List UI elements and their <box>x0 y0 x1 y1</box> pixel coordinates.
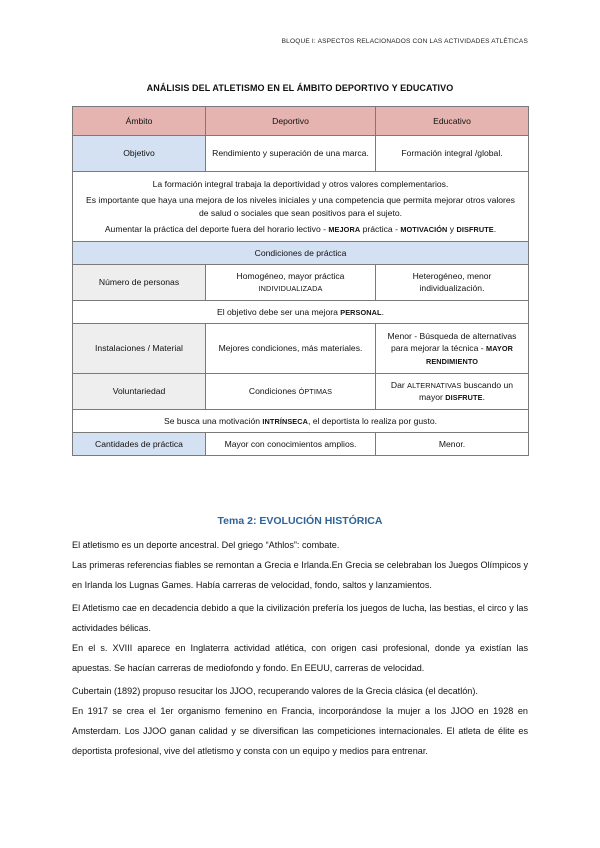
paragraph: En 1917 se crea el 1er organismo femenino en Francia, incorporándose la mujer a los JJOO en 1928 en Amsterdam. Los JJOO ganan calidad y se diversifican las competiciones internacionales. El atleta de élite es deportista profesional, vive del atletismo y consta con un equipo y medios para entrenar. <box>72 706 528 756</box>
instalaciones-deportivo: Mejores condiciones, más materiales. <box>206 323 376 373</box>
body-text <box>72 535 528 761</box>
formacion-p3: Aumentar la práctica del deporte fuera del horario lectivo - MEJORA práctica - MOTIVACIÓN y DISFRUTE. <box>104 224 497 235</box>
paragraph: Cubertain (1892) propuso resucitar los JJOO, recuperando valores de la Grecia clásica (el decatlón). <box>72 686 478 696</box>
table-row-condiciones <box>73 241 529 264</box>
page-header: BLOQUE I: ASPECTOS RELACIONADOS CON LAS ACTIVIDADES ATLÉTICAS <box>281 38 528 45</box>
motivacion-cell: Se busca una motivación INTRÍNSECA, el deportista lo realiza por gusto. <box>73 409 529 432</box>
header-deportivo: Deportivo <box>206 107 376 136</box>
voluntariedad-educativo: Dar ALTERNATIVAS buscando un mayor DISFRUTE. <box>376 373 529 409</box>
table-row-full-block <box>73 172 529 242</box>
table-header-row <box>73 107 529 136</box>
cantidades-educativo: Menor. <box>376 432 529 455</box>
condiciones-heading: Condiciones de práctica <box>73 241 529 264</box>
personas-deportivo: Homogéneo, mayor práctica INDIVIDUALIZADA <box>206 264 376 300</box>
paragraph: El Atletismo cae en decadencia debido a que la civilización prefería los juegos de lucha, las bestias, el circo y las actividades bélicas. <box>72 603 528 633</box>
table-row-personas <box>73 264 529 300</box>
header-educativo: Educativo <box>376 107 529 136</box>
table-row-instalaciones <box>73 323 529 373</box>
row-label-instalaciones: Instalaciones / Material <box>73 323 206 373</box>
table-row-objetivo-mejora <box>73 300 529 323</box>
document-title: ANÁLISIS DEL ATLETISMO EN EL ÁMBITO DEPORTIVO Y EDUCATIVO <box>146 83 454 93</box>
formacion-p1: La formación integral trabaja la deportividad y otros valores complementarios. <box>152 179 449 189</box>
row-label-cantidades: Cantidades de práctica <box>73 432 206 455</box>
table-row-cantidades <box>73 432 529 455</box>
formacion-integral-cell <box>73 172 529 242</box>
voluntariedad-deportivo: Condiciones ÓPTIMAS <box>206 373 376 409</box>
objetivo-deportivo: Rendimiento y superación de una marca. <box>206 136 376 172</box>
personas-educativo: Heterogéneo, menor individualización. <box>376 264 529 300</box>
row-label-objetivo: Objetivo <box>73 136 206 172</box>
instalaciones-educativo: Menor - Búsqueda de alternativas para mejorar la técnica - MAYOR RENDIMIENTO <box>376 323 529 373</box>
paragraph: El atletismo es un deporte ancestral. Del griego “Athlos”: combate. <box>72 540 340 550</box>
header-ambito: Ámbito <box>73 107 206 136</box>
comparison-table <box>72 106 529 456</box>
row-label-personas: Número de personas <box>73 264 206 300</box>
objetivo-educativo: Formación integral /global. <box>376 136 529 172</box>
table-row-objetivo <box>73 136 529 172</box>
formacion-p2: Es importante que haya una mejora de los niveles iniciales y una competencia que permita mejorar otros valores de salud o sociales que sean positivos para el sujeto. <box>86 195 515 218</box>
table-row-motivacion <box>73 409 529 432</box>
cantidades-deportivo: Mayor con conocimientos amplios. <box>206 432 376 455</box>
section-title: Tema 2: EVOLUCIÓN HISTÓRICA <box>217 515 383 527</box>
paragraph: Las primeras referencias fiables se remontan a Grecia e Irlanda.En Grecia se celebraban los Juegos Olímpicos y en Irlanda los Lugnas Games. Había carreras de velocidad, fondo, saltos y lanzamientos. <box>72 560 528 590</box>
table-row-voluntariedad <box>73 373 529 409</box>
paragraph: En el s. XVIII aparece en Inglaterra actividad atlética, con origen casi profesional, donde ya existían las apuestas. Se hacían carreras de mediofondo y fondo. En EEUU, carreras de velocidad. <box>72 643 528 673</box>
row-label-voluntariedad: Voluntariedad <box>73 373 206 409</box>
objetivo-mejora-cell: El objetivo debe ser una mejora PERSONAL. <box>73 300 529 323</box>
